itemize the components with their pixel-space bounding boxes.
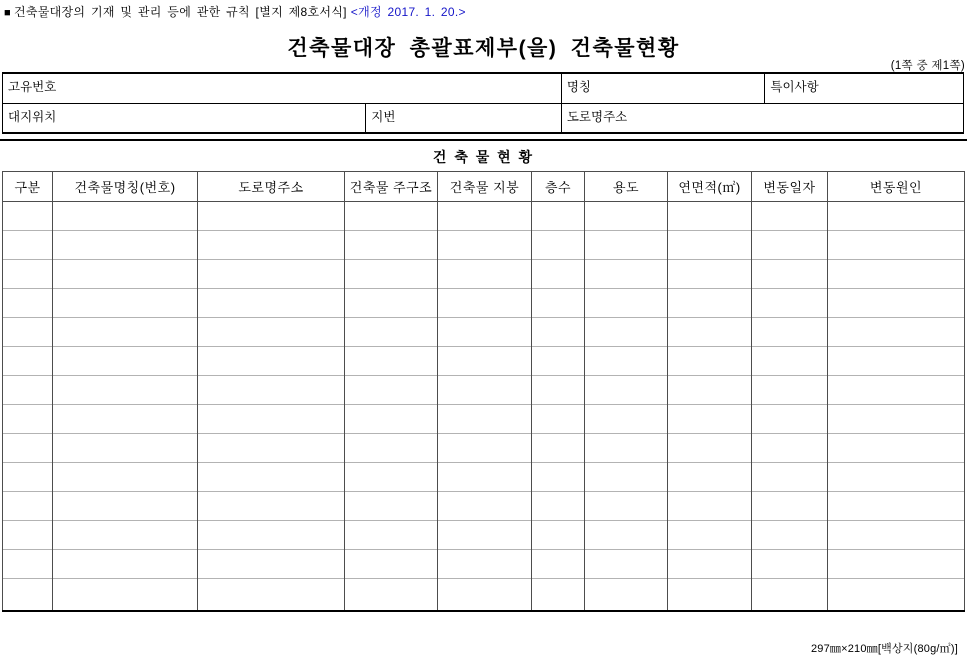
column-header: 건축물명칭(번호) [53, 172, 198, 202]
empty-cell [828, 231, 965, 260]
empty-cell [345, 260, 438, 289]
field-lot-number [365, 104, 561, 132]
empty-cell [585, 434, 668, 463]
empty-cell [532, 550, 585, 579]
field-site-location-label: 대지위치 [8, 110, 57, 124]
column-header: 구분 [3, 172, 53, 202]
empty-cell [752, 579, 828, 611]
column-header: 연면적(㎡) [668, 172, 752, 202]
empty-cell [532, 289, 585, 318]
empty-cell [752, 405, 828, 434]
empty-cell [198, 202, 345, 231]
empty-cell [198, 579, 345, 611]
empty-cell [438, 260, 532, 289]
empty-cell [752, 376, 828, 405]
field-site-location [3, 104, 365, 132]
info-table [2, 72, 964, 134]
column-header: 건축물 주구조 [345, 172, 438, 202]
empty-cell [532, 579, 585, 611]
revision-note: <개정 2017. 1. 20.> [350, 5, 466, 19]
square-bullet-icon: ■ [4, 7, 11, 19]
empty-cell [345, 405, 438, 434]
empty-cell [53, 318, 198, 347]
empty-cell [585, 231, 668, 260]
empty-cell [198, 289, 345, 318]
empty-cell [3, 550, 53, 579]
empty-cell [828, 434, 965, 463]
table-row [3, 289, 965, 318]
table-row [3, 463, 965, 492]
empty-cell [668, 260, 752, 289]
empty-cell [752, 289, 828, 318]
empty-cell [198, 347, 345, 376]
empty-cell [198, 318, 345, 347]
buildings-table [2, 171, 965, 612]
column-header: 변동일자 [752, 172, 828, 202]
empty-cell [198, 405, 345, 434]
empty-cell [438, 202, 532, 231]
empty-cell [585, 347, 668, 376]
empty-cell [345, 463, 438, 492]
field-unique-number [3, 74, 561, 103]
empty-cell [828, 376, 965, 405]
empty-cell [828, 347, 965, 376]
field-name [561, 74, 765, 103]
empty-cell [345, 318, 438, 347]
empty-cell [585, 289, 668, 318]
empty-cell [3, 521, 53, 550]
empty-cell [532, 260, 585, 289]
empty-cell [53, 521, 198, 550]
empty-cell [828, 521, 965, 550]
empty-cell [752, 434, 828, 463]
empty-cell [345, 434, 438, 463]
empty-cell [585, 318, 668, 347]
empty-cell [53, 550, 198, 579]
empty-cell [345, 376, 438, 405]
empty-cell [752, 492, 828, 521]
field-unique-number-label: 고유번호 [8, 80, 57, 94]
table-row [3, 405, 965, 434]
empty-cell [3, 318, 53, 347]
empty-cell [438, 347, 532, 376]
empty-cell [198, 521, 345, 550]
empty-cell [438, 550, 532, 579]
empty-cell [438, 405, 532, 434]
empty-cell [828, 289, 965, 318]
empty-cell [668, 434, 752, 463]
empty-cell [345, 492, 438, 521]
table-row [3, 318, 965, 347]
empty-cell [438, 289, 532, 318]
empty-cell [198, 434, 345, 463]
empty-cell [532, 231, 585, 260]
empty-cell [198, 550, 345, 579]
info-row-2 [3, 104, 963, 134]
empty-cell [3, 260, 53, 289]
empty-cell [668, 289, 752, 318]
empty-cell [532, 347, 585, 376]
empty-cell [532, 521, 585, 550]
empty-cell [752, 521, 828, 550]
empty-cell [668, 202, 752, 231]
column-header: 층수 [532, 172, 585, 202]
empty-cell [828, 463, 965, 492]
empty-cell [668, 347, 752, 376]
empty-cell [53, 289, 198, 318]
empty-cell [532, 318, 585, 347]
paper-size-note: 297㎜×210㎜[백상지(80g/㎡)] [810, 643, 958, 655]
empty-cell [752, 260, 828, 289]
empty-cell [198, 376, 345, 405]
empty-cell [585, 579, 668, 611]
field-road-address-label: 도로명주소 [566, 110, 628, 124]
empty-cell [752, 347, 828, 376]
field-remarks-label: 특이사항 [770, 80, 819, 94]
empty-cell [828, 260, 965, 289]
empty-cell [585, 376, 668, 405]
empty-cell [438, 521, 532, 550]
empty-cell [345, 289, 438, 318]
regulation-annotation [4, 3, 466, 20]
table-row [3, 231, 965, 260]
table-header-row [3, 172, 965, 202]
empty-cell [668, 550, 752, 579]
empty-cell [438, 376, 532, 405]
empty-cell [828, 405, 965, 434]
empty-cell [668, 521, 752, 550]
empty-cell [752, 231, 828, 260]
info-row-1 [3, 74, 963, 104]
empty-cell [668, 318, 752, 347]
empty-cell [828, 202, 965, 231]
empty-cell [3, 405, 53, 434]
empty-cell [668, 376, 752, 405]
field-remarks [764, 74, 963, 103]
empty-cell [53, 434, 198, 463]
empty-cell [3, 289, 53, 318]
empty-cell [345, 579, 438, 611]
empty-cell [828, 550, 965, 579]
empty-cell [828, 318, 965, 347]
empty-cell [198, 463, 345, 492]
empty-cell [3, 463, 53, 492]
empty-cell [585, 463, 668, 492]
regulation-text: 건축물대장의 기재 및 관리 등에 관한 규칙 [별지 제8호서식] [13, 5, 347, 19]
empty-cell [53, 260, 198, 289]
empty-cell [752, 318, 828, 347]
empty-cell [585, 492, 668, 521]
empty-cell [345, 202, 438, 231]
empty-cell [752, 550, 828, 579]
empty-cell [438, 318, 532, 347]
empty-cell [3, 202, 53, 231]
empty-cell [585, 405, 668, 434]
empty-cell [438, 463, 532, 492]
empty-cell [532, 376, 585, 405]
column-header: 용도 [585, 172, 668, 202]
table-row [3, 521, 965, 550]
empty-cell [53, 492, 198, 521]
section-title: 건 축 물 현 황 [432, 149, 535, 165]
field-lot-number-label: 지번 [371, 110, 396, 124]
column-header: 도로명주소 [198, 172, 345, 202]
section-divider-line [0, 139, 967, 141]
column-header: 변동원인 [828, 172, 965, 202]
table-row [3, 434, 965, 463]
empty-cell [438, 492, 532, 521]
empty-cell [828, 492, 965, 521]
empty-cell [668, 579, 752, 611]
empty-cell [532, 202, 585, 231]
table-row [3, 550, 965, 579]
empty-cell [585, 260, 668, 289]
empty-cell [828, 579, 965, 611]
empty-cell [752, 463, 828, 492]
table-row [3, 579, 965, 611]
empty-cell [585, 521, 668, 550]
empty-cell [532, 463, 585, 492]
empty-cell [585, 550, 668, 579]
empty-cell [3, 434, 53, 463]
empty-cell [345, 231, 438, 260]
table-row [3, 492, 965, 521]
empty-cell [752, 202, 828, 231]
empty-cell [532, 405, 585, 434]
empty-cell [53, 579, 198, 611]
empty-cell [585, 202, 668, 231]
table-row [3, 260, 965, 289]
empty-cell [668, 231, 752, 260]
document-title: 건축물대장 총괄표제부(을) 건축물현황 [287, 37, 680, 60]
empty-cell [438, 231, 532, 260]
column-header: 건축물 지붕 [438, 172, 532, 202]
empty-cell [3, 376, 53, 405]
empty-cell [668, 492, 752, 521]
buildings-table-container [2, 171, 965, 612]
empty-cell [53, 463, 198, 492]
table-row [3, 376, 965, 405]
empty-cell [198, 231, 345, 260]
empty-cell [438, 434, 532, 463]
empty-cell [53, 347, 198, 376]
empty-cell [53, 202, 198, 231]
empty-cell [668, 405, 752, 434]
empty-cell [3, 492, 53, 521]
empty-cell [438, 579, 532, 611]
empty-cell [3, 347, 53, 376]
empty-cell [532, 492, 585, 521]
empty-cell [668, 463, 752, 492]
empty-cell [345, 521, 438, 550]
empty-cell [53, 376, 198, 405]
empty-cell [532, 434, 585, 463]
empty-cell [53, 405, 198, 434]
page-number-note: (1쪽 중 제1쪽) [890, 60, 965, 72]
field-road-address [561, 104, 963, 132]
empty-cell [198, 260, 345, 289]
table-row [3, 202, 965, 231]
empty-cell [53, 231, 198, 260]
empty-cell [345, 550, 438, 579]
table-row [3, 347, 965, 376]
empty-cell [3, 231, 53, 260]
empty-cell [198, 492, 345, 521]
field-name-label: 명칭 [566, 80, 591, 94]
empty-cell [345, 347, 438, 376]
empty-cell [3, 579, 53, 611]
